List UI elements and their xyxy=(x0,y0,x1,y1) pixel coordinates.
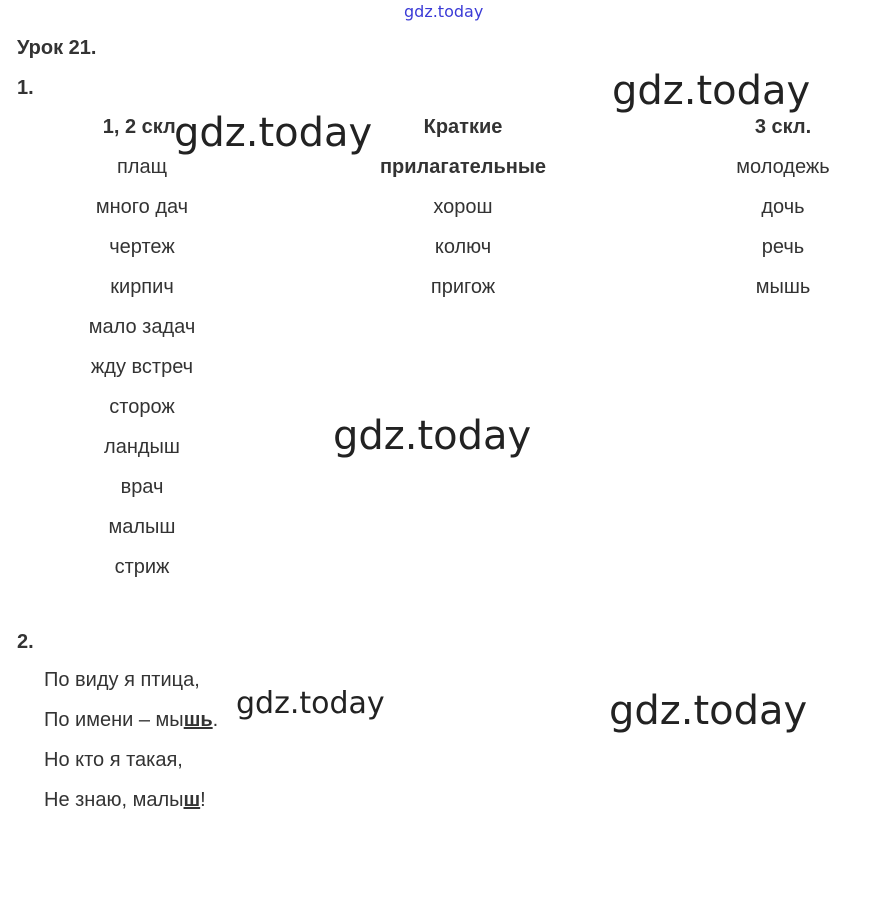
list-item: много дач xyxy=(95,196,189,218)
task-1-number: 1. xyxy=(17,77,34,99)
poem-punct: . xyxy=(212,709,219,731)
list-item: хорош xyxy=(433,196,493,218)
task-2-number: 2. xyxy=(17,631,34,653)
poem-line-3: Но кто я такая, xyxy=(44,749,183,771)
list-item: сторож xyxy=(109,396,175,418)
list-item: пригож xyxy=(430,276,496,298)
column-header: прилагательные xyxy=(379,156,547,178)
list-item: чертеж xyxy=(109,236,175,258)
list-item: мало задач xyxy=(88,316,196,338)
column-header: Краткие xyxy=(423,116,503,138)
poem-text: По имени – мы xyxy=(44,709,184,731)
list-item: кирпич xyxy=(110,276,174,298)
column-declension-3 xyxy=(703,115,863,315)
underlined-ending: шь xyxy=(183,709,213,731)
lesson-title: Урок 21. xyxy=(17,37,97,59)
watermark: gdz.today xyxy=(236,686,385,721)
poem-line-1: По виду я птица, xyxy=(44,669,200,691)
list-item: плащ xyxy=(116,156,168,178)
watermark: gdz.today xyxy=(612,68,811,114)
list-item: жду встреч xyxy=(90,356,194,378)
column-declension-1-2 xyxy=(42,115,242,595)
list-item: стриж xyxy=(114,556,170,578)
site-watermark-top: gdz.today xyxy=(404,2,484,21)
list-item: врач xyxy=(120,476,164,498)
list-item: ландыш xyxy=(104,436,180,458)
watermark: gdz.today xyxy=(609,688,808,734)
list-item: мышь xyxy=(755,276,811,298)
watermark: gdz.today xyxy=(333,413,532,459)
column-header: 1, 2 скл. xyxy=(102,116,182,138)
list-item: колюч xyxy=(434,236,492,258)
list-item: дочь xyxy=(761,196,805,218)
poem-punct: ! xyxy=(200,789,206,811)
list-item: речь xyxy=(761,236,805,258)
underlined-ending: ш xyxy=(183,789,201,811)
column-header: 3 скл. xyxy=(754,116,812,138)
list-item: малыш xyxy=(108,516,176,538)
poem-line-2 xyxy=(44,708,218,732)
poem-line-4 xyxy=(44,788,206,812)
poem-text: Не знаю, малы xyxy=(44,789,184,811)
watermark: gdz.today xyxy=(174,110,373,156)
list-item: молодежь xyxy=(736,156,830,178)
column-short-adjectives xyxy=(343,115,583,315)
